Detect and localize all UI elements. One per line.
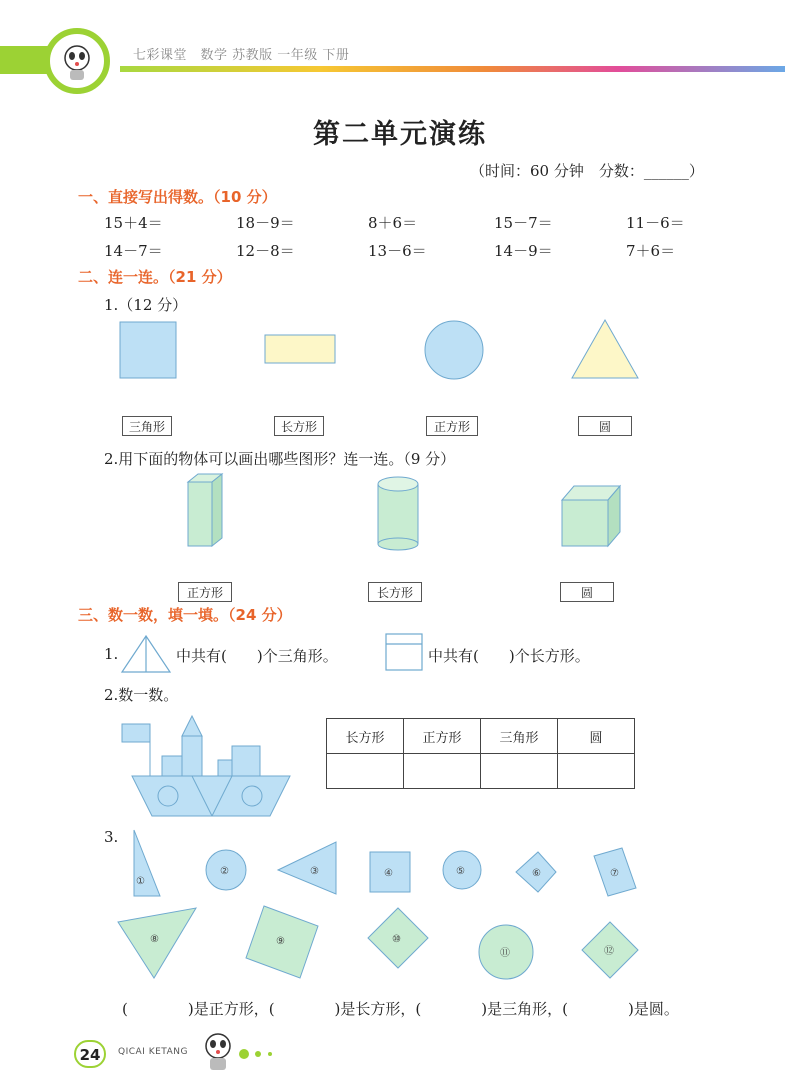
blue-circle-shape (425, 321, 483, 379)
section2-q1-shapes (100, 312, 660, 388)
header-square: 正方形 (404, 719, 481, 754)
shape-number: ② (220, 866, 229, 877)
dot-icon (255, 1051, 261, 1057)
problem: 14－9＝ (494, 242, 553, 260)
problem: 12－8＝ (236, 242, 295, 260)
shape-number: ⑫ (604, 946, 614, 957)
answer-cell[interactable] (481, 754, 558, 789)
shape-3-triangle (278, 842, 336, 894)
answer-cell[interactable] (558, 754, 635, 789)
section2-q2-solids (180, 470, 630, 552)
section2-heading: 二、连一连。（21 分） (78, 268, 232, 286)
shape-number: ⑧ (150, 934, 159, 945)
mascot-logo (44, 28, 110, 94)
answer-cell[interactable] (404, 754, 481, 789)
yellow-triangle-shape (572, 320, 638, 378)
header-gradient-bar (120, 66, 785, 72)
shape-number: ① (136, 876, 145, 887)
rectangle-split-figure (384, 632, 424, 672)
triangle-split-figure (120, 632, 172, 674)
problem: 15－7＝ (494, 214, 553, 232)
section3-q1-prefix: 1. (104, 645, 119, 663)
label-circle: 圆 (578, 416, 632, 436)
rectangular-prism-shape (188, 474, 222, 546)
shape-number: ⑤ (456, 866, 465, 877)
label-triangle: 三角形 (122, 416, 172, 436)
label-circle-2: 圆 (560, 582, 614, 602)
problem: 15＋4＝ (104, 214, 163, 232)
cube-shape (562, 486, 620, 546)
shape-number: ⑪ (500, 948, 510, 959)
panda-mascot-icon (50, 34, 104, 88)
section3-heading: 三、数一数，填一填。（24 分） (78, 606, 292, 624)
time-score-line: （时间：60 分钟 分数：______） (470, 162, 704, 180)
problem: 8＋6＝ (368, 214, 418, 232)
section3-q3-label: 3. (104, 828, 119, 846)
section2-q1-label: 1.（12 分） (104, 296, 188, 314)
shape-number: ⑦ (610, 868, 619, 879)
shape-number: ③ (310, 866, 319, 877)
problem: 7＋6＝ (626, 242, 676, 260)
header-circle: 圆 (558, 719, 635, 754)
label-square: 正方形 (426, 416, 478, 436)
section3-q2-label: 2.数一数。 (104, 686, 179, 704)
section3-q1-text-a: 中共有( )个三角形。 (176, 647, 338, 665)
boat-figure (120, 708, 300, 820)
label-rectangle: 长方形 (274, 416, 324, 436)
section1-heading: 一、直接写出得数。（10 分） (78, 188, 277, 206)
page-number: 24 (74, 1040, 106, 1068)
section3-q1-text-b: 中共有( )个长方形。 (428, 647, 590, 665)
footer-mascot (198, 1030, 288, 1074)
header-triangle: 三角形 (481, 719, 558, 754)
shape-number: ④ (384, 868, 393, 879)
dot-icon (239, 1049, 249, 1059)
section2-q2-label: 2.用下面的物体可以画出哪些图形？连一连。（9 分） (104, 450, 456, 468)
label-square-2: 正方形 (178, 582, 232, 602)
count-table (326, 718, 635, 789)
shape-number: ⑩ (392, 934, 401, 945)
problem: 13－6＝ (368, 242, 427, 260)
section3-q3-answer-line: ( )是正方形，( )是长方形，( )是三角形，( )是圆。 (122, 1000, 679, 1018)
numbered-shapes (110, 826, 670, 986)
shape-number: ⑨ (276, 936, 285, 947)
yellow-rectangle-shape (265, 335, 335, 363)
footer-brand: QICAI KETANG (118, 1047, 188, 1057)
problem: 11－6＝ (626, 214, 685, 232)
problem: 18－9＝ (236, 214, 295, 232)
panda-mascot-icon (206, 1034, 230, 1070)
problem: 14－7＝ (104, 242, 163, 260)
answer-cell[interactable] (327, 754, 404, 789)
blue-square-shape (120, 322, 176, 378)
label-rectangle-2: 长方形 (368, 582, 422, 602)
page-title: 第二单元演练 (313, 119, 487, 150)
header-title: 七彩课堂 数学 苏教版 一年级 下册 (133, 48, 350, 63)
cylinder-shape (378, 477, 418, 550)
header-rectangle: 长方形 (327, 719, 404, 754)
dot-icon (268, 1052, 272, 1056)
shape-number: ⑥ (532, 868, 541, 879)
